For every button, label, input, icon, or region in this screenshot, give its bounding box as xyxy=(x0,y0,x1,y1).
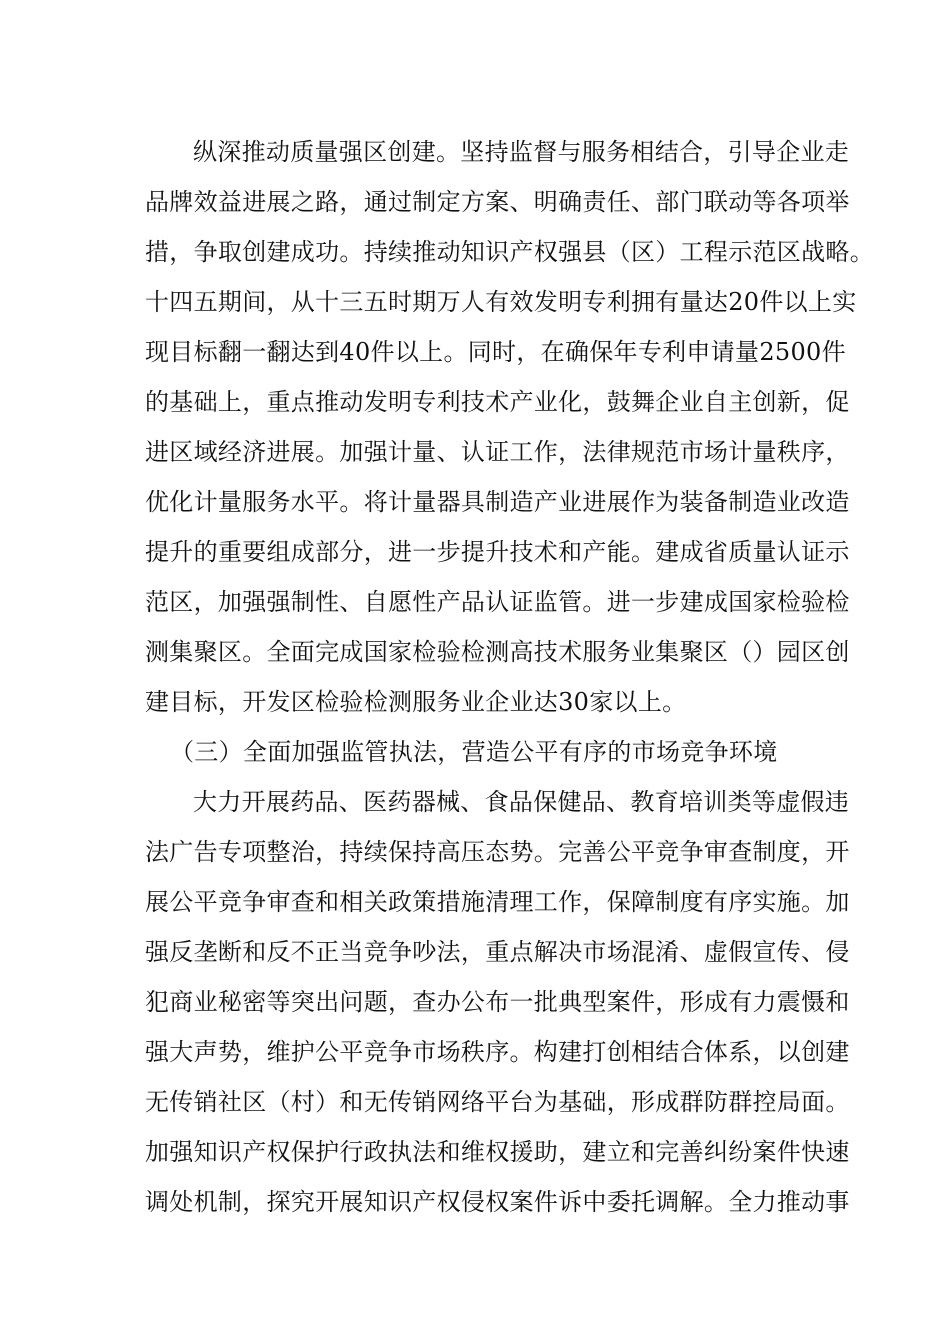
paragraph-2-line-4: 强反垄断和反不正当竞争吵法，重点解决市场混淆、虚假宣传、侵 xyxy=(145,938,850,966)
paragraph-2-line-7: 无传销社区（村）和无传销网络平台为基础，形成群防群控局面。 xyxy=(145,1088,850,1116)
paragraph-1-line-10: 范区，加强强制性、自愿性产品认证监管。进一步建成国家检验检 xyxy=(145,588,850,616)
paragraph-2-line-9: 调处机制，探究开展知识产权侵权案件诉中委托调解。全力推动事 xyxy=(145,1188,850,1216)
paragraph-2-line-3: 展公平竞争审查和相关政策措施清理工作，保障制度有序实施。加 xyxy=(145,888,850,916)
paragraph-1-line-12: 建目标，开发区检验检测服务业企业达30家以上。 xyxy=(145,688,687,716)
section-heading: （三）全面加强监管执法，营造公平有序的市场竞争环境 xyxy=(170,738,778,766)
paragraph-1-line-1: 纵深推动质量强区创建。坚持监督与服务相结合，引导企业走 xyxy=(193,138,850,166)
paragraph-1-line-6: 的基础上，重点推动发明专利技术产业化，鼓舞企业自主创新，促 xyxy=(145,388,850,416)
paragraph-2-line-6: 强大声势，维护公平竞争市场秩序。构建打创相结合体系，以创建 xyxy=(145,1038,850,1066)
paragraph-2-line-1: 大力开展药品、医药器械、食品保健品、教育培训类等虚假违 xyxy=(193,788,850,816)
paragraph-1-line-2: 品牌效益进展之路，通过制定方案、明确责任、部门联动等各项举 xyxy=(145,188,850,216)
paragraph-2-line-2: 法广告专项整治，持续保持高压态势。完善公平竞争审查制度，开 xyxy=(145,838,850,866)
paragraph-1-line-4: 十四五期间，从十三五时期万人有效发明专利拥有量达20件以上实 xyxy=(145,288,857,316)
paragraph-2-line-5: 犯商业秘密等突出问题，查办公布一批典型案件，形成有力震慑和 xyxy=(145,988,850,1016)
paragraph-1-line-9: 提升的重要组成部分，进一步提升技术和产能。建成省质量认证示 xyxy=(145,538,850,566)
paragraph-1-line-7: 进区域经济进展。加强计量、认证工作，法律规范市场计量秩序， xyxy=(145,438,850,466)
paragraph-1-line-5: 现目标翻一翻达到40件以上。同时，在确保年专利申请量2500件 xyxy=(145,338,846,366)
paragraph-1-line-8: 优化计量服务水平。将计量器具制造产业进展作为装备制造业改造 xyxy=(145,488,850,516)
paragraph-1-line-3: 措，争取创建成功。持续推动知识产权强县（区）工程示范区战略。 xyxy=(145,238,874,266)
paragraph-1-line-11: 测集聚区。全面完成国家检验检测高技术服务业集聚区（）园区创 xyxy=(145,638,850,666)
paragraph-2-line-8: 加强知识产权保护行政执法和维权援助，建立和完善纠纷案件快速 xyxy=(145,1138,850,1166)
